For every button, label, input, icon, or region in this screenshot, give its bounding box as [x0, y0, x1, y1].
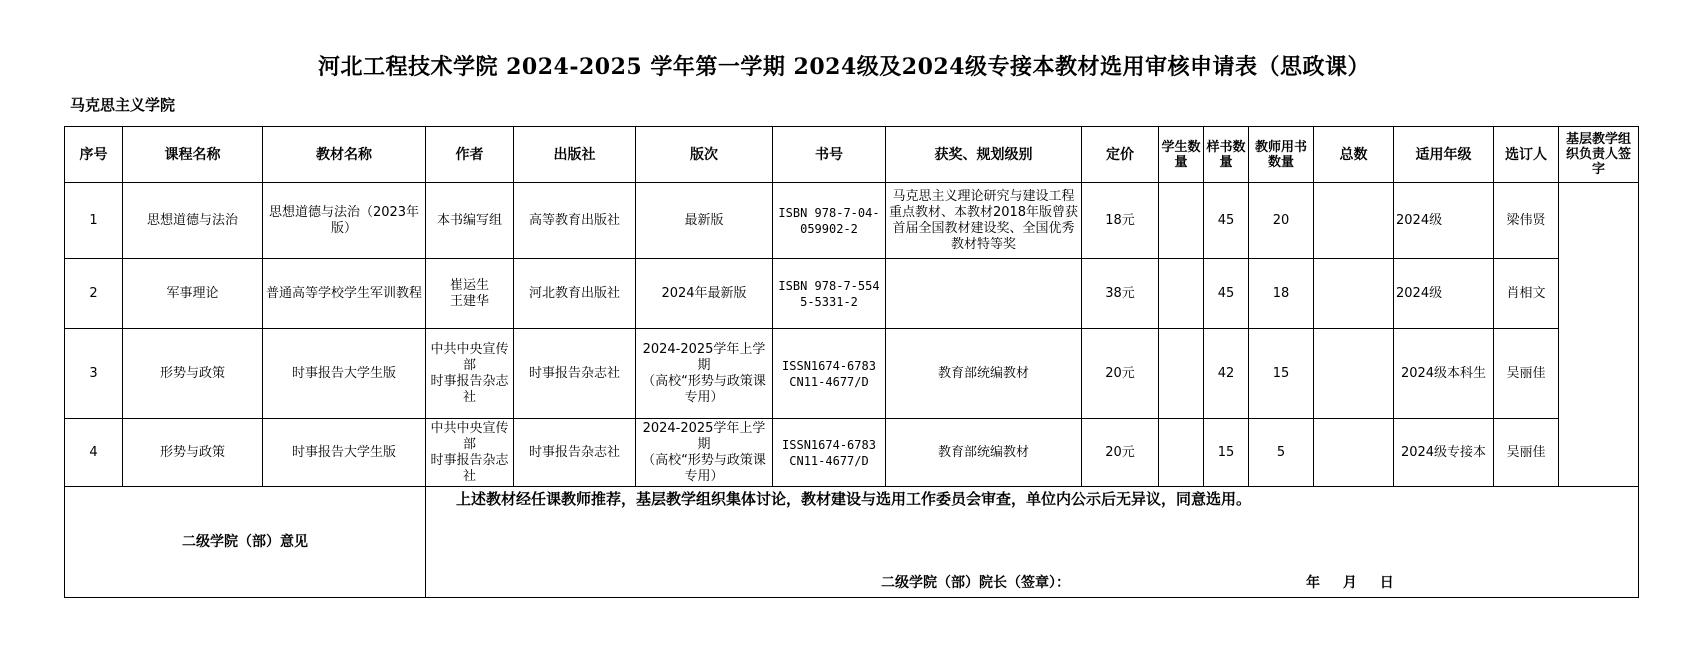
header-course: 课程名称: [123, 127, 263, 183]
cell-textbook: 时事报告大学生版: [263, 419, 426, 487]
cell-teacher-qty: 20: [1249, 183, 1314, 259]
cell-publisher: 时事报告杂志社: [514, 329, 636, 419]
header-author: 作者: [426, 127, 514, 183]
cell-isbn: ISBN 978-7-04-059902-2: [773, 183, 886, 259]
approval-statement: 上述教材经任课教师推荐，基层教学组织集体讨论，教材建设与选用工作委员会审查，单位内公示后无异议，同意选用。: [456, 490, 1252, 508]
cell-course: 思想道德与法治: [123, 183, 263, 259]
cell-course: 形势与政策: [123, 419, 263, 487]
cell-student-qty: [1159, 419, 1204, 487]
cell-student-qty: [1159, 183, 1204, 259]
cell-edition: 2024-2025学年上学期 （高校“形势与政策课专用）: [636, 419, 773, 487]
cell-textbook: 时事报告大学生版: [263, 329, 426, 419]
dean-signature-label: 二级学院（部）院长（签章）：: [881, 575, 1070, 591]
cell-edition: 2024-2025学年上学期 （高校“形势与政策课专用）: [636, 329, 773, 419]
cell-selector: 吴丽佳: [1494, 329, 1559, 419]
footer-label: 二级学院（部）意见: [65, 487, 426, 598]
header-textbook: 教材名称: [263, 127, 426, 183]
cell-student-qty: [1159, 329, 1204, 419]
header-grade: 适用年级: [1394, 127, 1494, 183]
header-seq: 序号: [65, 127, 123, 183]
cell-grade: 2024级专接本: [1394, 419, 1494, 487]
cell-grade: 2024级: [1394, 183, 1494, 259]
cell-publisher: 时事报告杂志社: [514, 419, 636, 487]
cell-textbook: 普通高等学校学生军训教程: [263, 259, 426, 329]
cell-seq: 4: [65, 419, 123, 487]
cell-sample-qty: 45: [1204, 259, 1249, 329]
cell-textbook: 思想道德与法治（2023年版）: [263, 183, 426, 259]
cell-author: 中共中央宣传部 时事报告杂志社: [426, 419, 514, 487]
cell-grade: 2024级: [1394, 259, 1494, 329]
cell-publisher: 高等教育出版社: [514, 183, 636, 259]
cell-isbn: ISBN 978-7-5545-5331-2: [773, 259, 886, 329]
cell-total: [1314, 329, 1394, 419]
cell-selector: 梁伟贤: [1494, 183, 1559, 259]
cell-sample-qty: 42: [1204, 329, 1249, 419]
cell-edition: 2024年最新版: [636, 259, 773, 329]
header-student-qty: 学生数量: [1159, 127, 1204, 183]
cell-selector: 肖相文: [1494, 259, 1559, 329]
cell-seq: 3: [65, 329, 123, 419]
cell-awards: [886, 259, 1082, 329]
cell-sample-qty: 45: [1204, 183, 1249, 259]
cell-author: 崔运生 王建华: [426, 259, 514, 329]
cell-student-qty: [1159, 259, 1204, 329]
header-edition: 版次: [636, 127, 773, 183]
cell-price: 18元: [1082, 183, 1159, 259]
footer-opinion: [426, 487, 1639, 598]
header-selector: 选订人: [1494, 127, 1559, 183]
cell-isbn: ISSN1674-6783 CN11-4677/D: [773, 419, 886, 487]
table-row: [65, 183, 1639, 259]
cell-author: 本书编写组: [426, 183, 514, 259]
cell-teacher-qty: 15: [1249, 329, 1314, 419]
cell-course: 军事理论: [123, 259, 263, 329]
header-teacher-qty: 教师用书数量: [1249, 127, 1314, 183]
cell-sample-qty: 15: [1204, 419, 1249, 487]
header-total: 总数: [1314, 127, 1394, 183]
cell-teacher-qty: 5: [1249, 419, 1314, 487]
cell-awards: 马克思主义理论研究与建设工程重点教材、本教材2018年版曾获首届全国教材建设奖、全国优秀教材特等奖: [886, 183, 1082, 259]
header-isbn: 书号: [773, 127, 886, 183]
cell-selector: 吴丽佳: [1494, 419, 1559, 487]
cell-course: 形势与政策: [123, 329, 263, 419]
header-sample-qty: 样书数量: [1204, 127, 1249, 183]
signature-date: 年 月 日: [1306, 575, 1394, 591]
cell-total: [1314, 259, 1394, 329]
table-header-row: [65, 127, 1639, 183]
cell-price: 20元: [1082, 329, 1159, 419]
table-row: [65, 329, 1639, 419]
cell-grade: 2024级本科生: [1394, 329, 1494, 419]
cell-signature: [1559, 183, 1639, 487]
header-price: 定价: [1082, 127, 1159, 183]
cell-total: [1314, 419, 1394, 487]
header-signature: 基层教学组织负责人签字: [1559, 127, 1639, 183]
cell-price: 38元: [1082, 259, 1159, 329]
cell-isbn: ISSN1674-6783 CN11-4677/D: [773, 329, 886, 419]
cell-edition: 最新版: [636, 183, 773, 259]
header-publisher: 出版社: [514, 127, 636, 183]
cell-publisher: 河北教育出版社: [514, 259, 636, 329]
table-row: [65, 259, 1639, 329]
page-title: 河北工程技术学院 2024-2025 学年第一学期 2024级及2024级专接本教材选用审核申请表（思政课）: [317, 54, 1371, 80]
table-row: [65, 419, 1639, 487]
cell-total: [1314, 183, 1394, 259]
cell-price: 20元: [1082, 419, 1159, 487]
cell-awards: 教育部统编教材: [886, 419, 1082, 487]
cell-teacher-qty: 18: [1249, 259, 1314, 329]
cell-seq: 2: [65, 259, 123, 329]
cell-seq: 1: [65, 183, 123, 259]
footer-row: [65, 487, 1639, 598]
cell-awards: 教育部统编教材: [886, 329, 1082, 419]
department-name: 马克思主义学院: [70, 96, 176, 114]
cell-author: 中共中央宣传部 时事报告杂志社: [426, 329, 514, 419]
header-awards: 获奖、规划级别: [886, 127, 1082, 183]
textbook-table: [64, 126, 1639, 598]
